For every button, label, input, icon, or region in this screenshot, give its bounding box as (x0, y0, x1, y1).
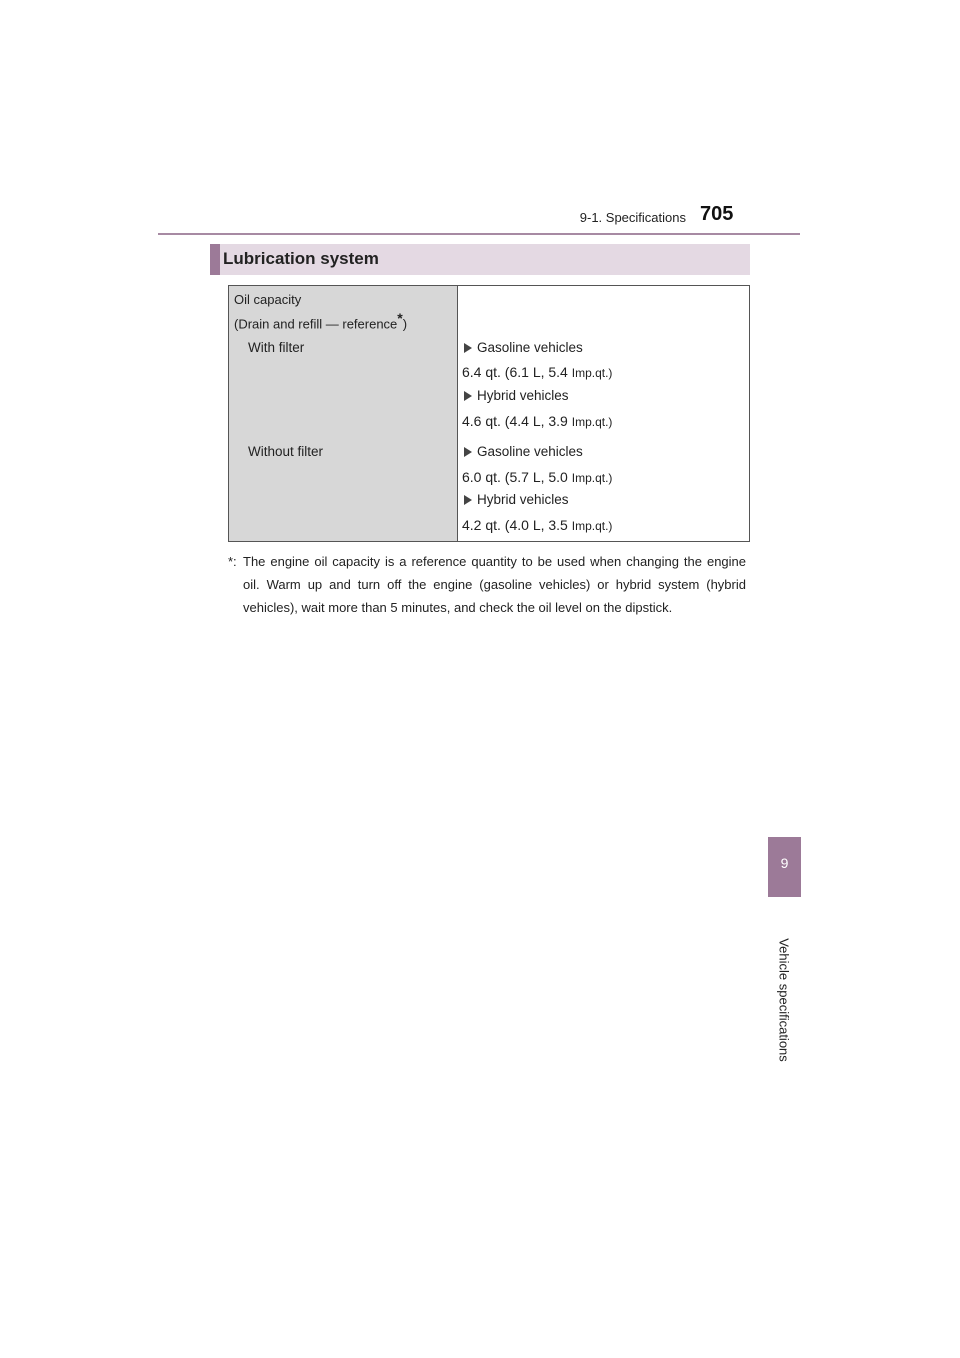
gasoline-label-text: Gasoline vehicles (477, 340, 583, 355)
gasoline-value-text: 6.4 qt. (6.1 L, 5.4 (462, 364, 572, 380)
chapter-tab-number: 9 (780, 855, 789, 871)
triangle-bullet-icon (464, 343, 472, 353)
gasoline-value-unit: Imp.qt.) (571, 471, 613, 485)
hybrid-label-with-filter (464, 388, 569, 403)
footnote (228, 550, 746, 619)
triangle-bullet-icon (464, 447, 472, 457)
gasoline-value-unit: Imp.qt.) (571, 366, 613, 380)
page-number: 705 (700, 203, 734, 225)
table-title-close: ) (402, 316, 408, 332)
section-title: Lubrication system (223, 249, 379, 268)
spec-table (228, 285, 750, 542)
row-label-without-filter: Without filter (248, 444, 324, 459)
hybrid-value-unit: Imp.qt.) (571, 415, 613, 429)
row-label-with-filter: With filter (248, 340, 305, 355)
section-bar-accent (210, 244, 220, 275)
gasoline-value-without-filter (462, 469, 612, 485)
gasoline-value-text: 6.0 qt. (5.7 L, 5.0 (462, 469, 572, 485)
table-title-line2 (234, 310, 407, 331)
hybrid-label-text: Hybrid vehicles (477, 388, 569, 403)
hybrid-value-text: 4.6 qt. (4.4 L, 3.9 (462, 413, 572, 429)
table-title-line1: Oil capacity (234, 292, 302, 307)
hybrid-label-text: Hybrid vehicles (477, 492, 569, 507)
table-title-text: (Drain and refill — reference (234, 316, 398, 332)
footnote-text: The engine oil capacity is a reference quantity to be used when changing the engine oil. Warm up and turn off the engine (gasoline vehicles) or hybrid system (hybrid vehicles), wait more than 5 minutes, and check the oil level on the dipstick. (243, 554, 746, 615)
hybrid-value-with-filter (462, 413, 612, 429)
triangle-bullet-icon (464, 495, 472, 505)
gasoline-label-text: Gasoline vehicles (477, 444, 583, 459)
gasoline-label-with-filter (464, 340, 583, 355)
footnote-mark: *: (228, 554, 237, 569)
triangle-bullet-icon (464, 391, 472, 401)
gasoline-value-with-filter (462, 364, 612, 380)
gasoline-label-without-filter (464, 444, 583, 459)
hybrid-label-without-filter (464, 492, 569, 507)
header-section-title: 9-1. Specifications (579, 210, 686, 225)
header-rule (158, 233, 800, 235)
reference-star: * (397, 310, 403, 326)
chapter-tab-label: Vehicle specifications (776, 938, 792, 1062)
hybrid-value-unit: Imp.qt.) (571, 519, 613, 533)
hybrid-value-without-filter (462, 517, 612, 533)
hybrid-value-text: 4.2 qt. (4.0 L, 3.5 (462, 517, 572, 533)
